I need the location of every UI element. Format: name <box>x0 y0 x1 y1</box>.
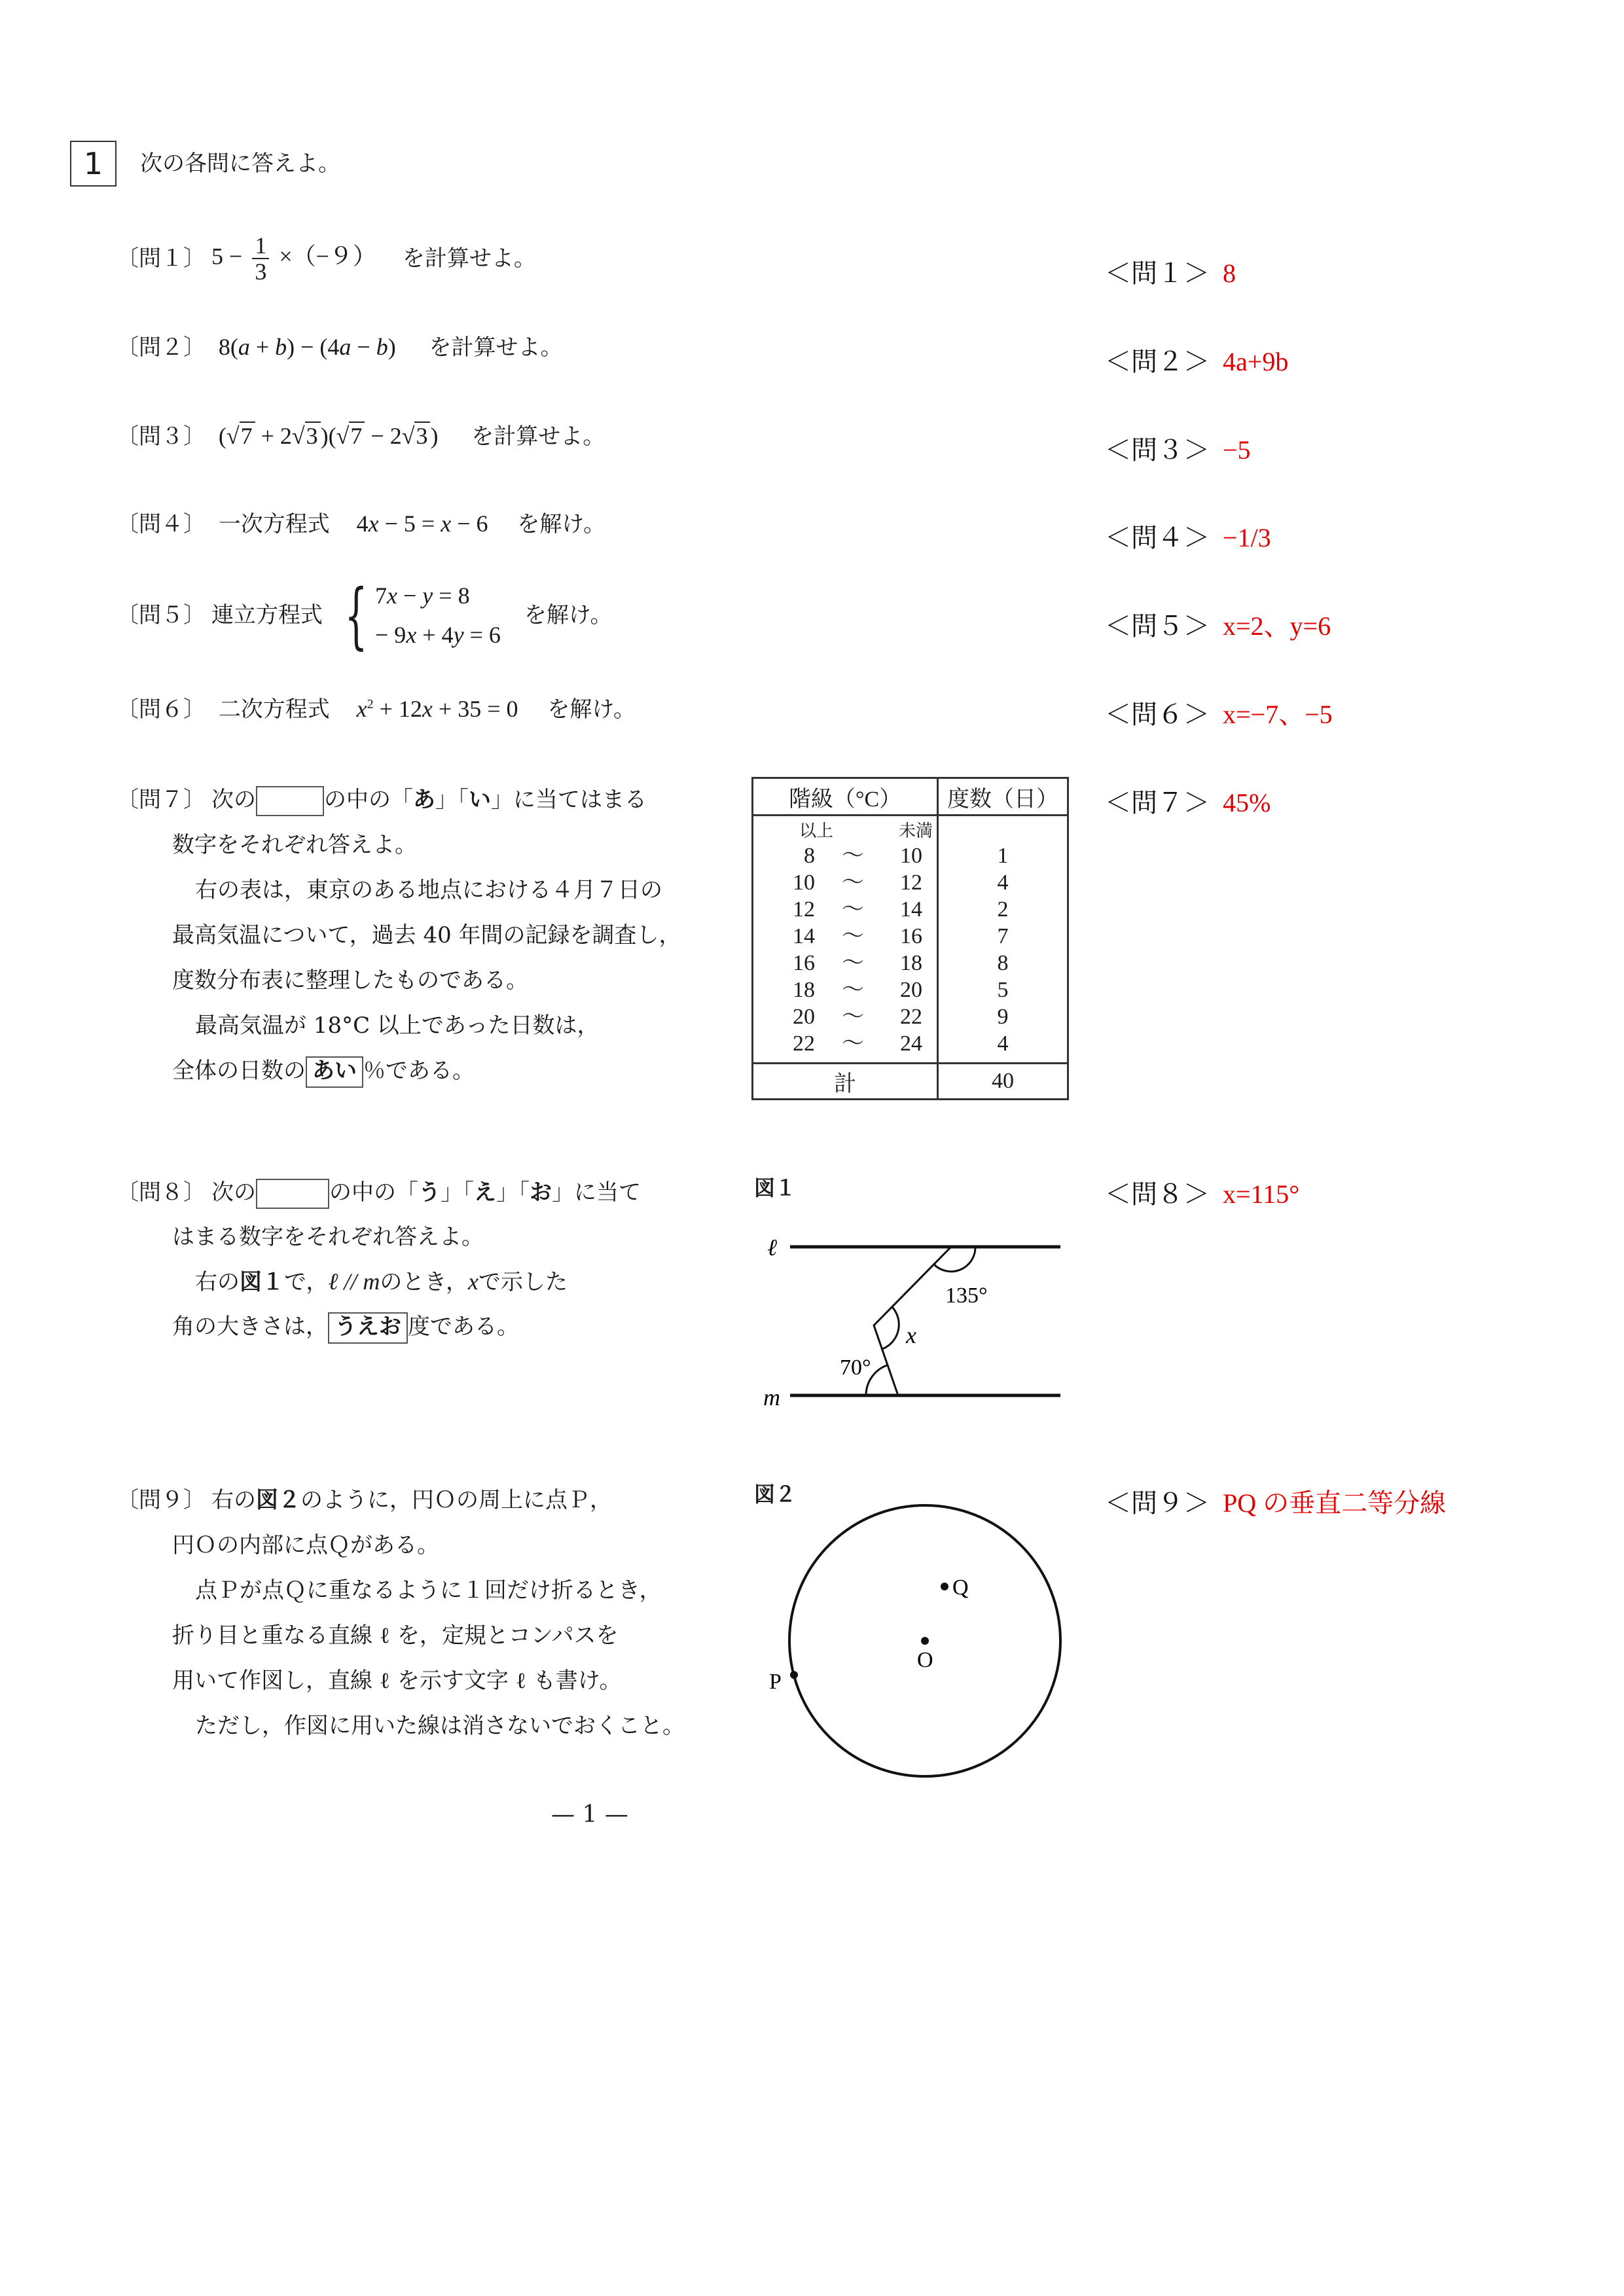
expr-var: x <box>406 622 417 648</box>
blank-box <box>256 786 324 816</box>
q8-line-2: はまる数字をそれぞれ答えよ。 <box>172 1224 484 1250</box>
section-instruction: 次の各問に答えよ。 <box>140 151 340 177</box>
q7-line-6: 最高気温が 18°C 以上であった日数は， <box>195 1013 600 1039</box>
answer-5 <box>1105 610 1331 643</box>
question-prefix: 二次方程式 <box>218 696 330 723</box>
expr-var: b <box>275 334 287 360</box>
class-from: 12 <box>793 897 815 922</box>
expr-part: ( <box>218 423 226 449</box>
expr-var: y <box>453 622 464 648</box>
class-subheader <box>753 820 937 842</box>
text: 」に当て <box>552 1179 641 1206</box>
answer-9 <box>1105 1487 1446 1520</box>
expr-var: x <box>441 511 452 537</box>
expr-part: + 35 = 0 <box>432 696 518 722</box>
answer-1 <box>1105 257 1236 290</box>
var-x: x <box>467 1268 478 1295</box>
question-label: 〔問９〕 <box>117 1487 206 1513</box>
sub-to: 未満 <box>898 821 933 840</box>
class-sep: 〜 <box>842 924 864 948</box>
q2-expression <box>219 334 396 360</box>
class-row <box>753 950 937 977</box>
text: の中の「 <box>329 1179 418 1206</box>
expr-part: − 9 <box>375 622 406 648</box>
class-column <box>753 816 938 1064</box>
table-body-row <box>753 816 1068 1064</box>
figure-2-title: 図２ <box>754 1482 797 1507</box>
class-row <box>753 977 937 1003</box>
text: のように，円Ｏの周上に点Ｐ， <box>300 1487 612 1513</box>
text: 」に当てはまる <box>491 787 647 813</box>
question-label: 〔問２〕 <box>117 334 206 361</box>
q8-line-3 <box>117 1259 641 1304</box>
frequency-cell: 8 <box>997 951 1009 975</box>
label-l: ℓ <box>767 1234 777 1261</box>
class-sep: 〜 <box>842 1031 864 1056</box>
label-m: m <box>763 1384 780 1410</box>
expr-part: )( <box>320 423 336 449</box>
question-7 <box>117 778 681 1094</box>
var-l: ℓ <box>328 1268 338 1295</box>
expr-part: 7 <box>375 583 387 609</box>
answer-8 <box>1105 1178 1299 1211</box>
answer-4 <box>1105 522 1271 554</box>
denominator: 3 <box>255 259 267 285</box>
answer-box-ueo: うえお <box>328 1312 408 1344</box>
q7-line-2: 数字をそれぞれ答えよ。 <box>172 832 417 858</box>
answer-3 <box>1105 434 1251 467</box>
figure-1-title: 図１ <box>754 1175 797 1200</box>
frequency-cell: 2 <box>997 897 1009 922</box>
class-to: 16 <box>900 924 922 948</box>
exponent: 2 <box>367 697 374 711</box>
page-number: — 1 — <box>551 1801 628 1828</box>
class-to: 12 <box>900 870 922 895</box>
text: 次の <box>211 1179 256 1206</box>
expr-part: 4 <box>356 511 369 537</box>
radicand: 7 <box>240 422 255 449</box>
question-prefix: 連立方程式 <box>211 602 323 628</box>
expr-part: − 2 <box>365 423 402 449</box>
text: 」「 <box>496 1179 530 1206</box>
expr-var: a <box>238 334 250 360</box>
kana-u: う <box>418 1179 441 1206</box>
answer-label: ＜問８＞ <box>1105 1179 1210 1210</box>
q9-line-2: 円Ｏの内部に点Ｑがある。 <box>172 1532 439 1558</box>
class-from: 10 <box>793 870 815 895</box>
question-label: 〔問４〕 <box>117 511 206 537</box>
answer-label: ＜問６＞ <box>1105 700 1210 730</box>
expr-var: x <box>422 696 433 722</box>
expr-part: ) <box>388 334 396 360</box>
class-rows <box>753 842 937 1057</box>
q9-line-4: 折り目と重なる直線 ℓ を，定規とコンパスを <box>172 1623 619 1649</box>
q7-line-5: 度数分布表に整理したものである。 <box>172 967 528 994</box>
expr-part: = 8 <box>433 583 470 609</box>
answer-value: 8 <box>1223 259 1236 288</box>
table-total-row <box>753 1064 1068 1100</box>
header-frequency: 度数（日） <box>938 778 1068 816</box>
question-tail: を解け。 <box>517 511 605 537</box>
sqrt-sign: √ <box>336 423 350 449</box>
q1-expression <box>211 233 376 284</box>
question-label: 〔問５〕 <box>117 602 206 628</box>
sub-from: 以上 <box>799 821 834 840</box>
expr-part: − <box>397 583 423 609</box>
question-tail: を解け。 <box>547 696 636 723</box>
q7-line-7 <box>117 1049 681 1094</box>
expr-var: x <box>356 696 367 722</box>
frequency-cell: 1 <box>997 844 1009 868</box>
expr-part: − <box>351 334 376 360</box>
class-to: 14 <box>900 897 922 922</box>
numerator: 1 <box>252 233 269 259</box>
text: 次の <box>211 787 256 813</box>
header-class: 階級（°C） <box>753 778 938 816</box>
expr-var: x <box>387 583 397 609</box>
frequency-column <box>938 816 1068 1064</box>
equation-1 <box>375 576 501 615</box>
answer-label: ＜問９＞ <box>1105 1488 1210 1518</box>
question-label: 〔問７〕 <box>117 787 206 813</box>
class-row <box>753 842 937 869</box>
class-to: 18 <box>900 951 922 975</box>
question-6 <box>117 690 636 724</box>
answer-value: x=2、y=6 <box>1223 611 1331 641</box>
expr-var: y <box>422 583 433 609</box>
point-q-dot <box>941 1583 948 1590</box>
question-tail: を計算せよ。 <box>402 245 536 272</box>
kana-o: お <box>530 1179 552 1206</box>
answer-2 <box>1105 346 1288 378</box>
answer-6 <box>1105 698 1333 731</box>
q9-line-1 <box>117 1478 685 1523</box>
text: 度である。 <box>408 1314 519 1340</box>
class-row <box>753 1003 937 1030</box>
q9-line-3: 点Ｐが点Ｑに重なるように１回だけ折るとき， <box>195 1577 662 1604</box>
equation-system <box>375 576 501 655</box>
q9-line-5: 用いて作図し，直線 ℓ を示す文字 ℓ も書け。 <box>172 1668 622 1694</box>
kana-e: え <box>474 1179 496 1206</box>
figure-ref: 図１ <box>240 1269 284 1295</box>
point-o-dot <box>921 1637 929 1645</box>
q9-line-6: ただし，作図に用いた線は消さないでおくこと。 <box>195 1713 685 1739</box>
class-to: 20 <box>900 978 922 1002</box>
expr-var: b <box>376 334 388 360</box>
answer-7 <box>1105 787 1271 819</box>
expr-part: + 4 <box>416 622 454 648</box>
class-sep: 〜 <box>842 951 864 975</box>
expr-part: 8( <box>218 334 238 360</box>
expr-part: + 2 <box>255 423 292 449</box>
class-from: 16 <box>793 951 815 975</box>
q8-line-4 <box>117 1304 641 1349</box>
frequency-cell: 9 <box>997 1005 1009 1029</box>
q7-line-3: 右の表は，東京のある地点における４月７日の <box>195 877 662 903</box>
text: のとき， <box>380 1269 468 1295</box>
section-number: 1 <box>83 146 103 181</box>
question-tail: を解け。 <box>524 602 613 628</box>
figure-ref: 図２ <box>256 1487 300 1513</box>
question-tail: を計算せよ。 <box>429 334 563 361</box>
answer-label: ＜問５＞ <box>1105 611 1210 641</box>
frequency-rows <box>939 842 1067 1057</box>
question-prefix: 一次方程式 <box>218 511 330 537</box>
question-tail: を計算せよ。 <box>471 423 605 450</box>
expr-part: − 5 = <box>378 511 441 537</box>
text: 」「 <box>435 787 469 813</box>
frequency-cell: 7 <box>997 924 1009 948</box>
question-8 <box>117 1170 641 1349</box>
question-1 <box>117 229 536 288</box>
question-label: 〔問１〕 <box>117 245 206 272</box>
text: で示した <box>478 1269 568 1295</box>
label-o: O <box>917 1648 933 1672</box>
section-number-box <box>70 141 117 187</box>
parallel-sign: // <box>338 1268 363 1295</box>
expr-part: + 12 <box>373 696 422 722</box>
label-70: 70° <box>840 1355 871 1380</box>
text: 角の大きさは， <box>172 1314 328 1340</box>
class-to: 10 <box>900 844 922 868</box>
answer-value: −5 <box>1223 435 1251 465</box>
question-2 <box>117 332 563 362</box>
expr-rest: ×（−９） <box>279 243 376 270</box>
q4-expression <box>357 511 488 537</box>
sqrt-sign: √ <box>226 423 240 449</box>
system-brace: { <box>344 573 368 657</box>
question-label: 〔問６〕 <box>117 696 206 723</box>
answer-label: ＜問４＞ <box>1105 523 1210 553</box>
label-135: 135° <box>945 1283 988 1308</box>
class-sep: 〜 <box>842 897 864 922</box>
sqrt-sign: √ <box>291 423 305 449</box>
answer-box-ai: あい <box>306 1056 363 1088</box>
class-row <box>753 923 937 950</box>
expr-var: x <box>368 511 379 537</box>
class-row <box>753 869 937 896</box>
class-to: 22 <box>900 1005 922 1029</box>
figure-1-diagram <box>746 1217 1087 1433</box>
radicand: 3 <box>414 422 430 449</box>
answer-label: ＜問３＞ <box>1105 435 1210 465</box>
fraction <box>252 233 269 284</box>
question-4 <box>117 509 605 539</box>
answer-value: x=115° <box>1223 1179 1300 1209</box>
class-row <box>753 1030 937 1057</box>
radicand: 3 <box>305 422 321 449</box>
label-p: P <box>769 1670 782 1694</box>
frequency-cell: 4 <box>997 870 1009 895</box>
frequency-cell: 5 <box>997 978 1009 1002</box>
class-from: 8 <box>804 844 815 868</box>
q8-line-1 <box>117 1170 641 1215</box>
kana-i: い <box>469 787 491 813</box>
class-sep: 〜 <box>842 978 864 1002</box>
expr-var: a <box>339 334 352 360</box>
q7-line-4: 最高気温について，過去 40 年間の記録を調査し， <box>172 922 681 948</box>
figure-2-diagram <box>746 1492 1087 1793</box>
class-to: 24 <box>900 1031 922 1056</box>
expr-part: + <box>249 334 276 360</box>
text: 右の <box>195 1269 240 1295</box>
text: 」「 <box>441 1179 474 1206</box>
answer-label: ＜問１＞ <box>1105 259 1210 289</box>
expr-part: ) <box>430 423 439 449</box>
expr-op: − <box>229 243 243 270</box>
point-p-dot <box>790 1671 798 1679</box>
answer-value: x=−7、−5 <box>1223 700 1333 729</box>
label-q: Q <box>952 1575 969 1600</box>
text: 右の <box>211 1487 256 1513</box>
table-header-row <box>753 778 1068 816</box>
class-from: 22 <box>793 1031 815 1056</box>
answer-label: ＜問７＞ <box>1105 788 1210 818</box>
total-value: 40 <box>938 1064 1068 1100</box>
answer-value: 45% <box>1223 788 1271 817</box>
text: ％である。 <box>363 1058 475 1084</box>
text: 全体の日数の <box>172 1058 306 1084</box>
text: で， <box>284 1269 329 1295</box>
var-m: m <box>363 1268 380 1295</box>
answer-value: 4a+9b <box>1223 347 1289 376</box>
answer-label: ＜問２＞ <box>1105 347 1210 377</box>
kana-a: あ <box>413 787 435 813</box>
question-5 <box>117 571 613 660</box>
class-sep: 〜 <box>842 1005 864 1029</box>
expr-term: 5 <box>211 243 223 270</box>
answer-value: PQ の垂直二等分線 <box>1223 1488 1447 1518</box>
expr-part: − 6 <box>451 511 488 537</box>
expr-part: = 6 <box>463 622 501 648</box>
class-from: 14 <box>793 924 815 948</box>
question-3 <box>117 422 605 451</box>
frequency-cell: 4 <box>997 1031 1009 1056</box>
class-row <box>753 896 937 923</box>
answer-value: −1/3 <box>1223 523 1271 552</box>
total-label: 計 <box>753 1064 938 1100</box>
label-x: x <box>906 1322 916 1348</box>
question-label: 〔問８〕 <box>117 1179 206 1206</box>
question-9 <box>117 1478 685 1749</box>
sqrt-sign: √ <box>401 423 415 449</box>
q3-expression <box>219 422 439 449</box>
class-sep: 〜 <box>842 870 864 895</box>
class-from: 18 <box>793 978 815 1002</box>
text: の中の「 <box>324 787 413 813</box>
expr-part: ) − (4 <box>287 334 340 360</box>
class-sep: 〜 <box>842 844 864 868</box>
equation-2 <box>375 615 501 655</box>
radicand: 7 <box>349 422 365 449</box>
class-from: 20 <box>793 1005 815 1029</box>
frequency-table <box>751 777 1069 1100</box>
question-label: 〔問３〕 <box>117 423 206 450</box>
blank-box <box>256 1179 329 1209</box>
q6-expression <box>357 696 518 722</box>
q7-line-1 <box>117 778 681 823</box>
